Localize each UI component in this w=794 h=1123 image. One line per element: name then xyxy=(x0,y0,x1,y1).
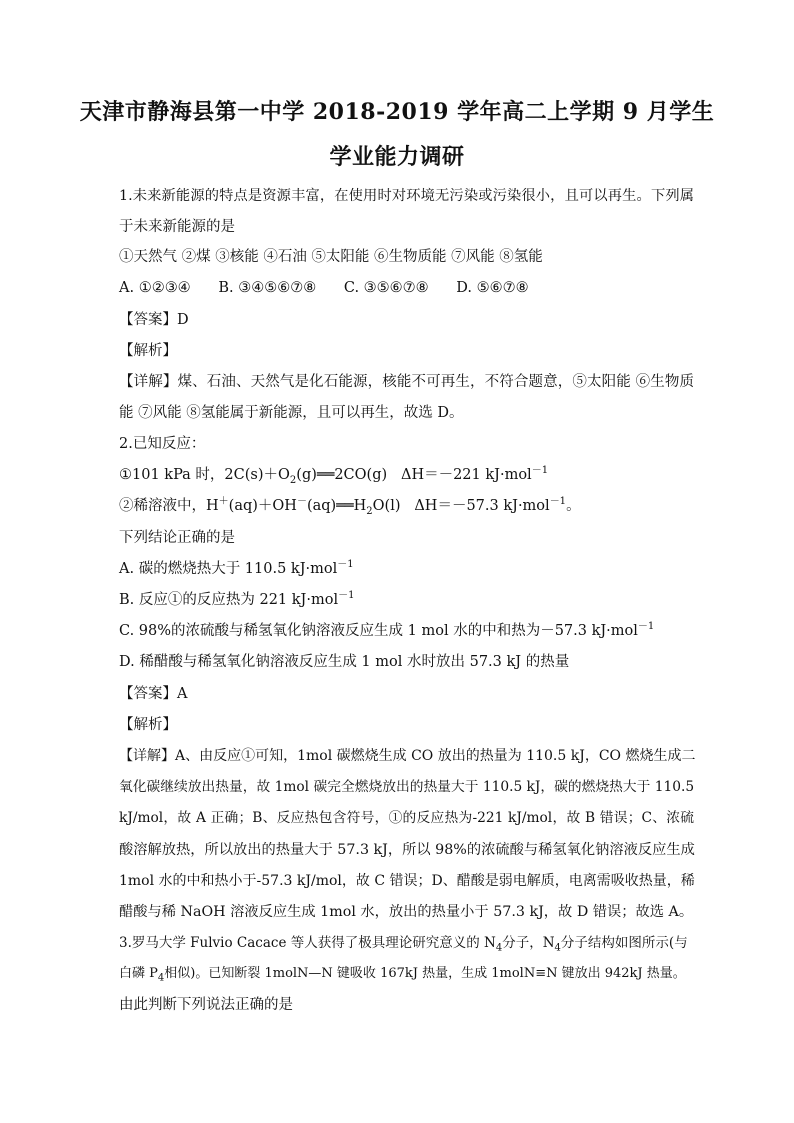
q1-detail-line1: 【详解】煤、石油、天然气是化石能源，核能不可再生，不符合题意，⑤太阳能 ⑥生物质 xyxy=(119,374,694,390)
q3-stem-line1: 3.罗马大学 Fulvio Cacace 等人获得了极具理论研究意义的 $N_4$分子，$N_4$分子结构如图所示(与 xyxy=(119,935,688,954)
document-title-line1: 天津市静海县第一中学 2018-2019 学年高二上学期 9 月学生 xyxy=(79,99,715,125)
q2-prompt: 下列结论正确的是 xyxy=(119,530,235,546)
q2-analysis-label: 【解析】 xyxy=(119,717,177,733)
q2-detail-line4: 酸溶解放热，所以放出的热量大于 57.3 kJ，所以 98%的浓硫酸与稀氢氧化钠溶液反应生成 xyxy=(119,842,695,858)
q1-stem-line2: 于未来新能源的是 xyxy=(119,219,235,235)
q1-analysis-label: 【解析】 xyxy=(119,343,177,359)
document-title-line2: 学业能力调研 xyxy=(329,144,465,170)
q2-reaction-2: ②稀溶液中，$H^+(aq)+OH^-(aq)══H_2O(l)$ ΔH＝－57.3 kJ·mol$^{-1}$。 xyxy=(119,496,581,517)
q3-stem-line3: 由此判断下列说法正确的是 xyxy=(119,997,293,1013)
q2-detail-line6: 醋酸与稀 NaOH 溶液反应生成 1mol 水，放出的热量小于 57.3 kJ，故 D 错误；故选 A。 xyxy=(119,904,694,920)
q2-option-b: B. 反应①的反应热为 221 kJ·mol$^{-1}$ xyxy=(119,590,355,608)
q1-stem-line1: 1.未来新能源的特点是资源丰富，在使用时对环境无污染或污染很小，且可以再生。下列属 xyxy=(119,188,694,204)
q2-detail-line5: 1mol 水的中和热小于-57.3 kJ/mol，故 C 错误；D、醋酸是弱电解质，电离需吸收热量，稀 xyxy=(119,873,695,889)
q2-option-a: A. 碳的燃烧热大于 110.5 kJ·mol$^{-1}$ xyxy=(119,559,354,577)
q1-items: ①天然气 ②煤 ③核能 ④石油 ⑤太阳能 ⑥生物质能 ⑦风能 ⑧氢能 xyxy=(119,249,543,265)
q2-answer: 【答案】A xyxy=(119,686,188,702)
q1-options: A. ①②③④ B. ③④⑤⑥⑦⑧ C. ③⑤⑥⑦⑧ D. ⑤⑥⑦⑧ xyxy=(119,280,529,296)
q2-detail-line3: kJ/mol，故 A 正确；B、反应热包含符号，①的反应热为-221 kJ/mol，故 B 错误；C、浓硫 xyxy=(119,810,694,826)
q2-option-c: C. 98%的浓硫酸与稀氢氧化钠溶液反应生成 1 mol 水的中和热为－57.3 kJ·mol$^{-1}$ xyxy=(119,621,655,639)
q1-detail-line2: 能 ⑦风能 ⑧氢能属于新能源，且可以再生，故选 D。 xyxy=(119,405,464,421)
q2-detail-line2: 氧化碳继续放出热量，故 1mol 碳完全燃烧放出的热量大于 110.5 kJ，碳的燃烧热大于 110.5 xyxy=(119,779,695,795)
q3-stem-line2: 白磷 $P_4$相似)。已知断裂 1molN—N 键吸收 167kJ 热量，生成 1molN≡N 键放出 942kJ 热量。 xyxy=(119,966,686,984)
q1-answer: 【答案】D xyxy=(119,312,189,328)
q2-detail-line1: 【详解】A、由反应①可知，1mol 碳燃烧生成 CO 放出的热量为 110.5 kJ，CO 燃烧生成二 xyxy=(119,748,696,764)
q2-stem: 2.已知反应： xyxy=(119,436,206,452)
q2-option-d: D. 稀醋酸与稀氢氧化钠溶液反应生成 1 mol 水时放出 57.3 kJ 的热量 xyxy=(119,654,570,670)
q2-reaction-1: ①101 kPa 时，$2C(s)+O_2(g)══2CO(g)$ ΔH＝－221 kJ·mol$^{-1}$ xyxy=(119,465,549,486)
